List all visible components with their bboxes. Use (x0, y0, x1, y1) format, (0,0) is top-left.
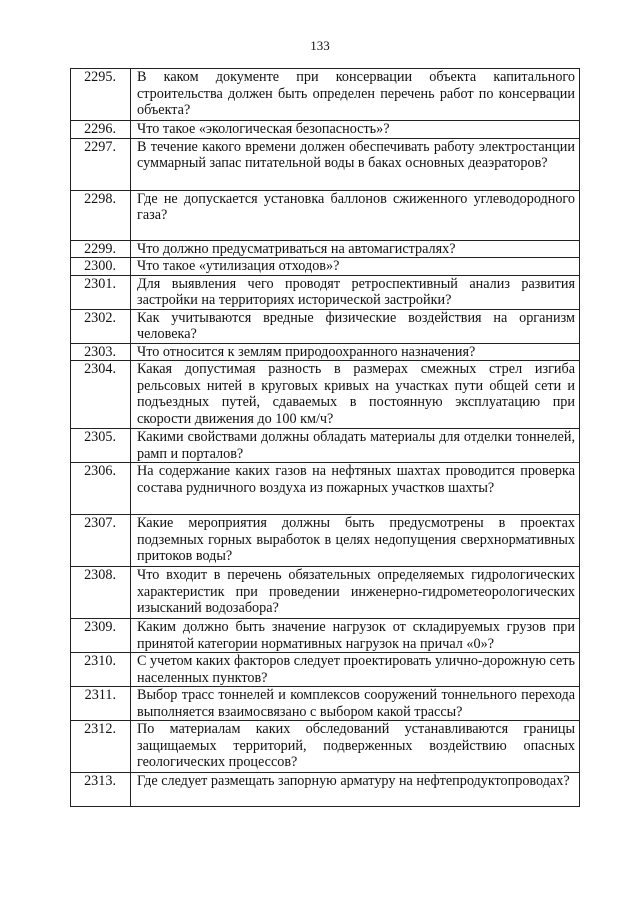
question-number: 2307. (71, 515, 131, 567)
table-row (71, 361, 580, 429)
question-text: Какая допустимая разность в размерах смежных стрел изгиба рельсовых нитей в круговых кривых на участках пути общей сети и подъездных путей, сдаваемых в постоянную эксплуатацию при скорости движения до 100 км/ч? (131, 361, 580, 429)
table-row (71, 429, 580, 463)
questions-table (70, 68, 580, 807)
table-row (71, 687, 580, 721)
table-row (71, 240, 580, 258)
table-row (71, 721, 580, 773)
question-text: На содержание каких газов на нефтяных шахтах проводится проверка состава рудничного воздуха из пожарных участков шахты? (131, 463, 580, 515)
table-row (71, 773, 580, 807)
question-number: 2306. (71, 463, 131, 515)
table-row (71, 258, 580, 276)
question-text: Для выявления чего проводят ретроспективный анализ развития застройки на территориях исторической застройки? (131, 275, 580, 309)
table-row (71, 463, 580, 515)
table-row (71, 619, 580, 653)
table-row (71, 275, 580, 309)
question-number: 2309. (71, 619, 131, 653)
question-text: Что относится к землям природоохранного назначения? (131, 343, 580, 361)
question-text: Каким должно быть значение нагрузок от складируемых грузов при принятой категории нормативных нагрузок на причал «0»? (131, 619, 580, 653)
question-number: 2310. (71, 653, 131, 687)
question-number: 2311. (71, 687, 131, 721)
table-row (71, 515, 580, 567)
question-text: Что такое «утилизация отходов»? (131, 258, 580, 276)
question-text: В течение какого времени должен обеспечивать работу электростанции суммарный запас питательной воды в баках основных деаэраторов? (131, 138, 580, 190)
question-text: Какие мероприятия должны быть предусмотрены в проектах подземных горных выработок в целях недопущения сверхнормативных притоков воды? (131, 515, 580, 567)
question-text: В каком документе при консервации объекта капитального строительства должен быть определен перечень работ по консервации объекта? (131, 69, 580, 121)
question-number: 2305. (71, 429, 131, 463)
question-number: 2302. (71, 309, 131, 343)
table-row (71, 121, 580, 139)
question-number: 2300. (71, 258, 131, 276)
table-row (71, 190, 580, 240)
table-row (71, 309, 580, 343)
question-text: Что такое «экологическая безопасность»? (131, 121, 580, 139)
table-row (71, 567, 580, 619)
table-row (71, 343, 580, 361)
table-row (71, 653, 580, 687)
question-number: 2299. (71, 240, 131, 258)
question-number: 2313. (71, 773, 131, 807)
question-number: 2308. (71, 567, 131, 619)
question-text: Что входит в перечень обязательных определяемых гидрологических характеристик при проведении инженерно-гидрометеорологических изысканий водозабора? (131, 567, 580, 619)
question-number: 2312. (71, 721, 131, 773)
question-text: Как учитываются вредные физические воздействия на организм человека? (131, 309, 580, 343)
page-number: 133 (310, 38, 330, 53)
question-text: Что должно предусматриваться на автомагистралях? (131, 240, 580, 258)
question-text: Где не допускается установка баллонов сжиженного углеводородного газа? (131, 190, 580, 240)
question-number: 2298. (71, 190, 131, 240)
question-number: 2303. (71, 343, 131, 361)
question-text: Выбор трасс тоннелей и комплексов сооружений тоннельного перехода выполняется взаимосвязано с выбором какой трассы? (131, 687, 580, 721)
question-text: Какими свойствами должны обладать материалы для отделки тоннелей, рамп и порталов? (131, 429, 580, 463)
question-text: Где следует размещать запорную арматуру на нефтепродуктопроводах? (131, 773, 580, 807)
question-number: 2295. (71, 69, 131, 121)
question-number: 2297. (71, 138, 131, 190)
table-row (71, 138, 580, 190)
question-text: По материалам каких обследований устанавливаются границы защищаемых территорий, подверженных воздействию опасных геологических процессов? (131, 721, 580, 773)
question-number: 2304. (71, 361, 131, 429)
question-number: 2301. (71, 275, 131, 309)
question-text: С учетом каких факторов следует проектировать улично-дорожную сеть населенных пунктов? (131, 653, 580, 687)
question-number: 2296. (71, 121, 131, 139)
table-row (71, 69, 580, 121)
